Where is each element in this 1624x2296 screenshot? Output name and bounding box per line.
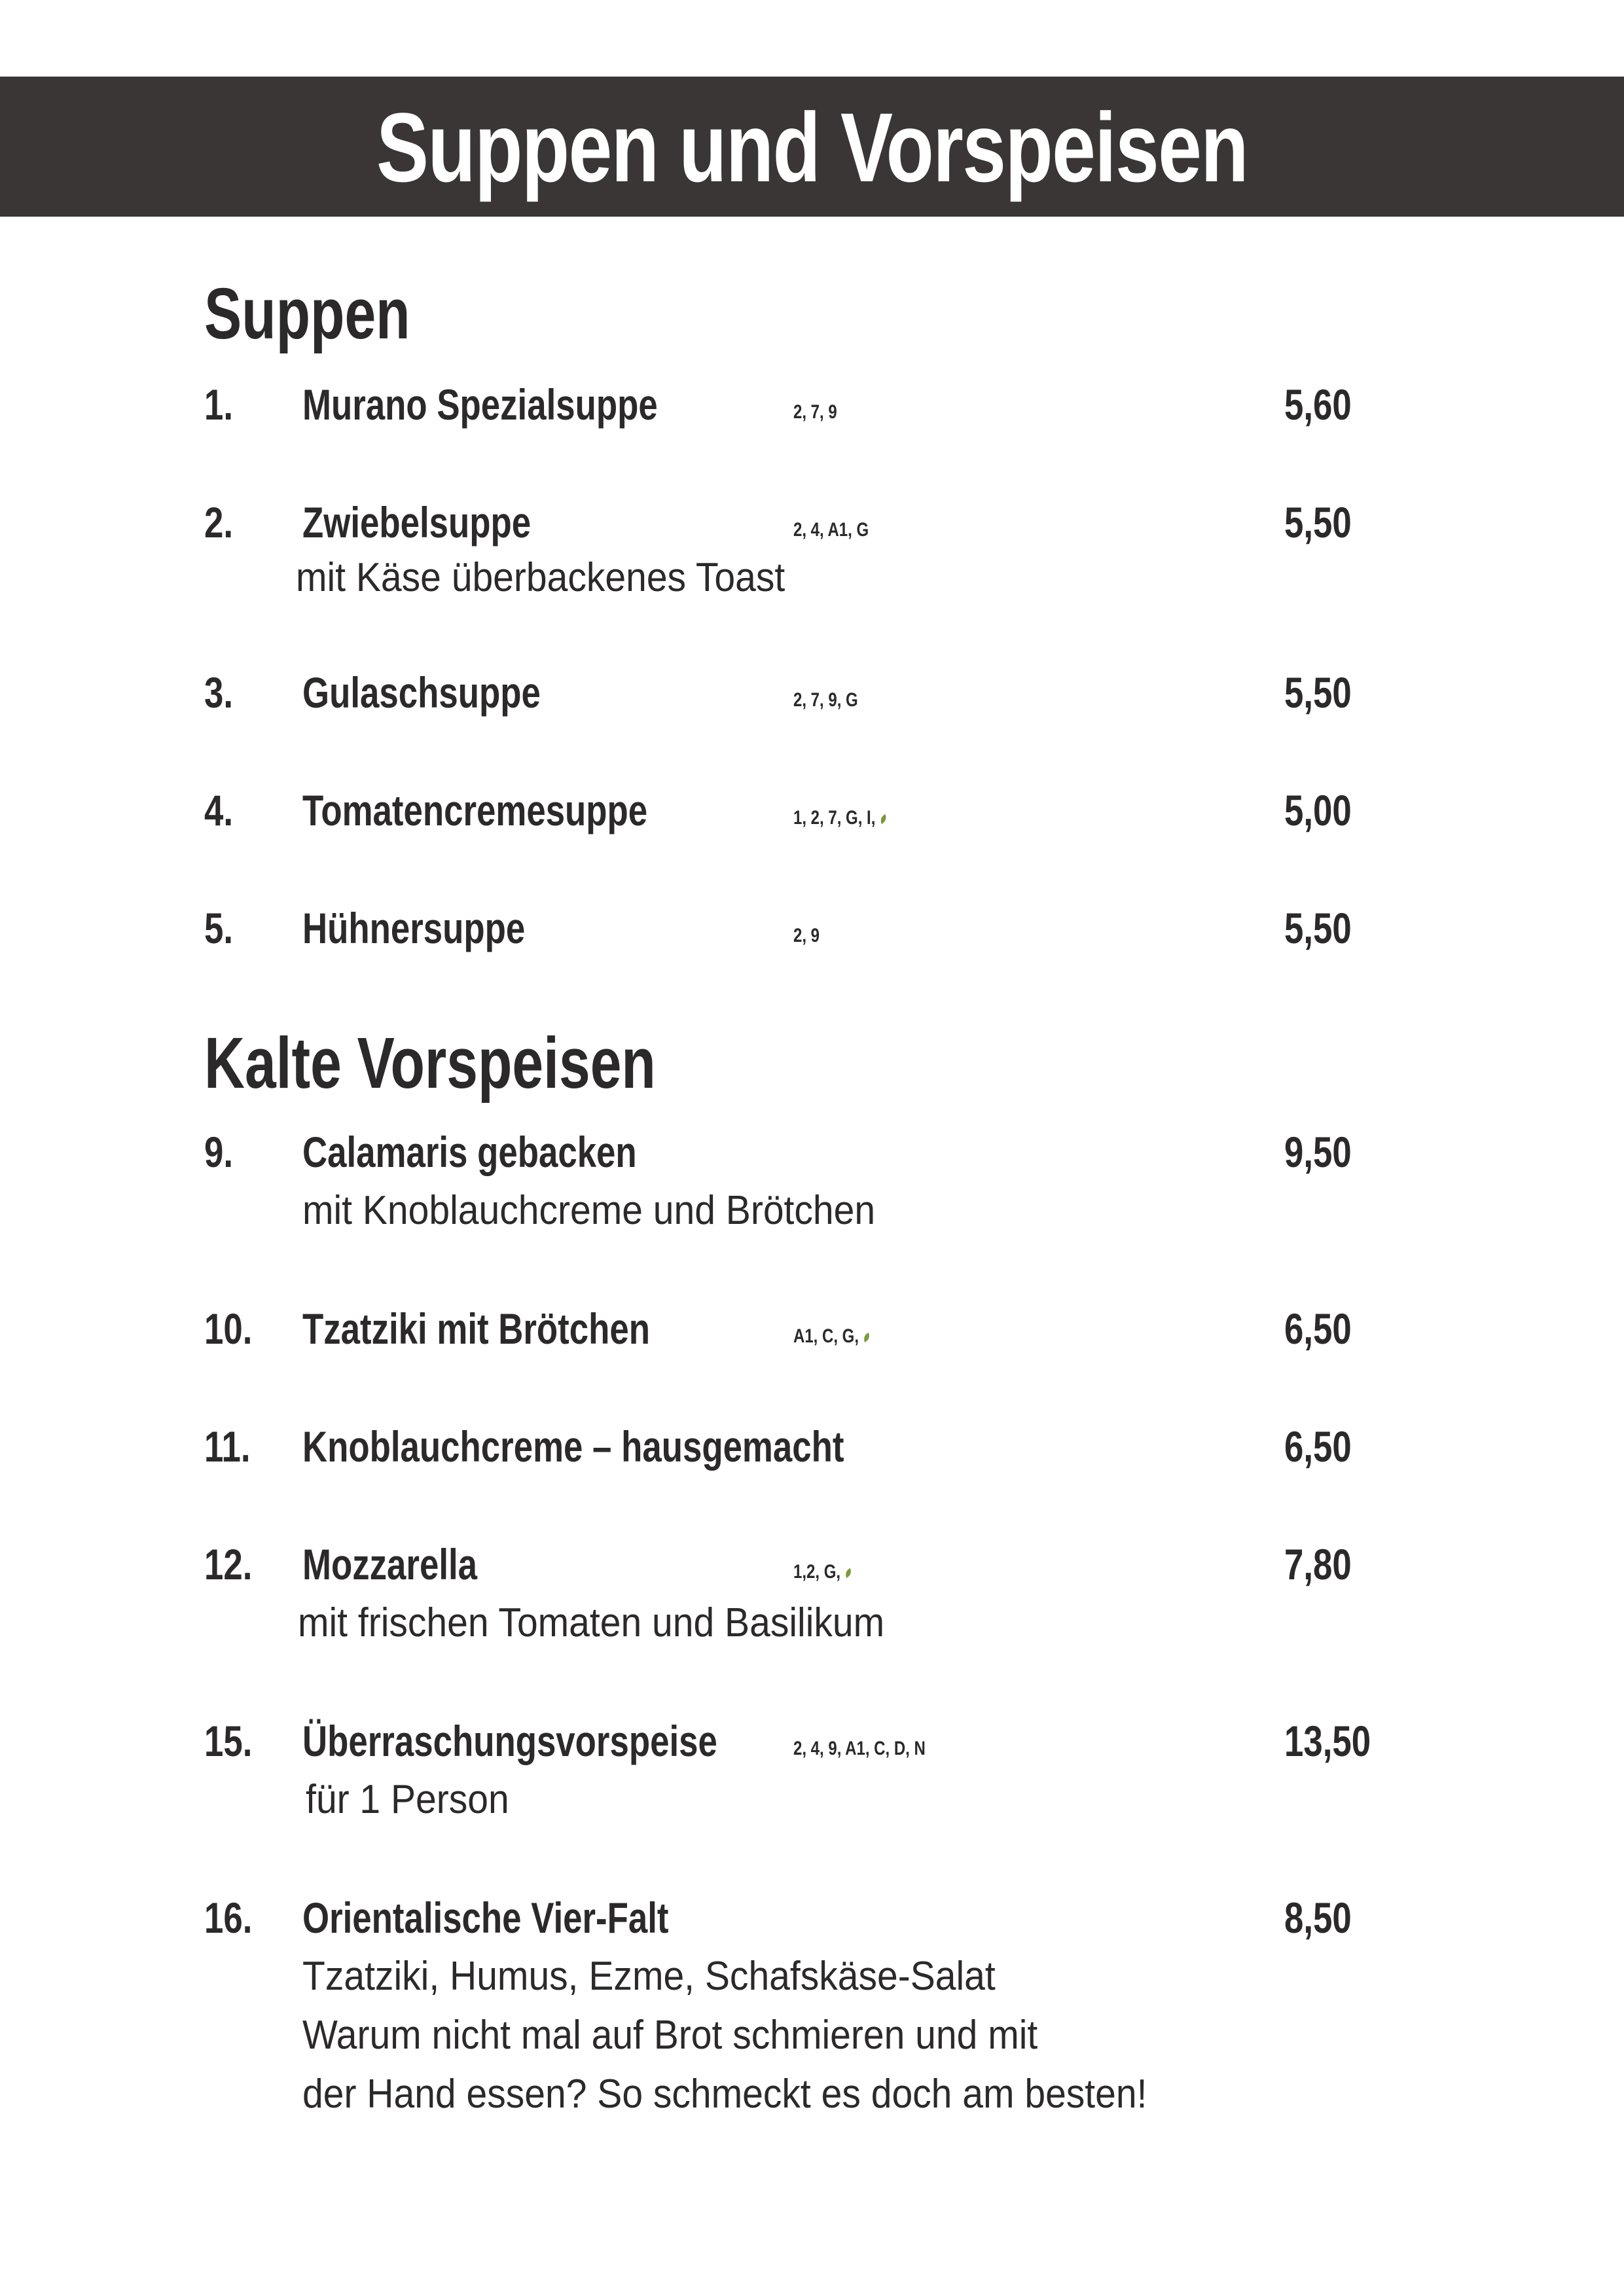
item-number: 11. — [204, 1422, 251, 1471]
allergen-text: 1,2, G, — [793, 1561, 841, 1583]
allergen-codes — [793, 1559, 852, 1585]
page-title: Suppen und Vorspeisen — [376, 92, 1248, 202]
item-number: 16. — [204, 1893, 253, 1942]
item-name: Calamaris gebacken — [302, 1128, 637, 1176]
allergen-codes: 2, 7, 9, G — [793, 689, 858, 711]
item-number: 10. — [204, 1304, 253, 1353]
item-price: 6,50 — [1284, 1304, 1352, 1353]
section-title-kalte-vorspeisen: Kalte Vorspeisen — [204, 1023, 656, 1103]
item-number: 12. — [204, 1540, 253, 1588]
item-price: 8,50 — [1284, 1893, 1352, 1942]
item-price: 13,50 — [1284, 1717, 1371, 1765]
allergen-codes: 2, 9 — [793, 925, 820, 946]
item-description-line: Tzatziki, Humus, Ezme, Schafskäse-Salat — [302, 1954, 996, 1999]
item-description: mit Knoblauchcreme und Brötchen — [302, 1188, 876, 1233]
item-name: Tzatziki mit Brötchen — [302, 1304, 650, 1353]
allergen-codes: 2, 7, 9 — [793, 401, 837, 423]
allergen-text: A1, C, G, — [793, 1325, 859, 1347]
item-number: 15. — [204, 1717, 253, 1765]
item-description: für 1 Person — [306, 1777, 509, 1822]
leaf-icon — [879, 814, 888, 823]
item-number: 4. — [204, 786, 234, 834]
item-price: 5,50 — [1284, 904, 1352, 952]
item-description: mit Käse überbackenes Toast — [296, 555, 785, 600]
item-name: Gulaschsuppe — [302, 668, 541, 717]
item-name: Mozzarella — [302, 1540, 478, 1588]
leaf-icon — [844, 1568, 852, 1577]
item-name: Murano Spezialsuppe — [302, 380, 658, 429]
item-name: Zwiebelsuppe — [302, 498, 532, 547]
item-price: 9,50 — [1284, 1128, 1352, 1176]
item-number: 5. — [204, 904, 234, 952]
allergen-codes: 2, 4, A1, G — [793, 519, 869, 541]
allergen-codes — [793, 1323, 871, 1350]
allergen-codes — [793, 805, 887, 831]
item-name: Orientalische Vier-Falt — [302, 1893, 669, 1942]
item-name: Überraschungsvorspeise — [302, 1717, 717, 1765]
item-number: 9. — [204, 1128, 234, 1176]
item-name: Knoblauchcreme – hausgemacht — [302, 1422, 844, 1471]
item-price: 5,50 — [1284, 498, 1352, 547]
item-name: Tomatencremesuppe — [302, 786, 648, 834]
item-price: 6,50 — [1284, 1422, 1352, 1471]
item-number: 1. — [204, 380, 234, 429]
item-price: 5,60 — [1284, 380, 1352, 429]
leaf-icon — [862, 1332, 871, 1342]
section-title-suppen: Suppen — [204, 274, 410, 354]
item-price: 5,00 — [1284, 786, 1352, 834]
allergen-text: 1, 2, 7, G, I, — [793, 807, 876, 829]
item-price: 5,50 — [1284, 668, 1352, 717]
item-price: 7,80 — [1284, 1540, 1352, 1588]
item-name: Hühnersuppe — [302, 904, 526, 952]
item-number: 2. — [204, 498, 234, 547]
item-description: mit frischen Tomaten und Basilikum — [298, 1600, 885, 1645]
item-description-line: der Hand essen? So schmeckt es doch am besten! — [302, 2072, 1147, 2117]
item-number: 3. — [204, 668, 234, 717]
allergen-codes: 2, 4, 9, A1, C, D, N — [793, 1738, 926, 1759]
item-description-line: Warum nicht mal auf Brot schmieren und mit — [302, 2013, 1038, 2058]
